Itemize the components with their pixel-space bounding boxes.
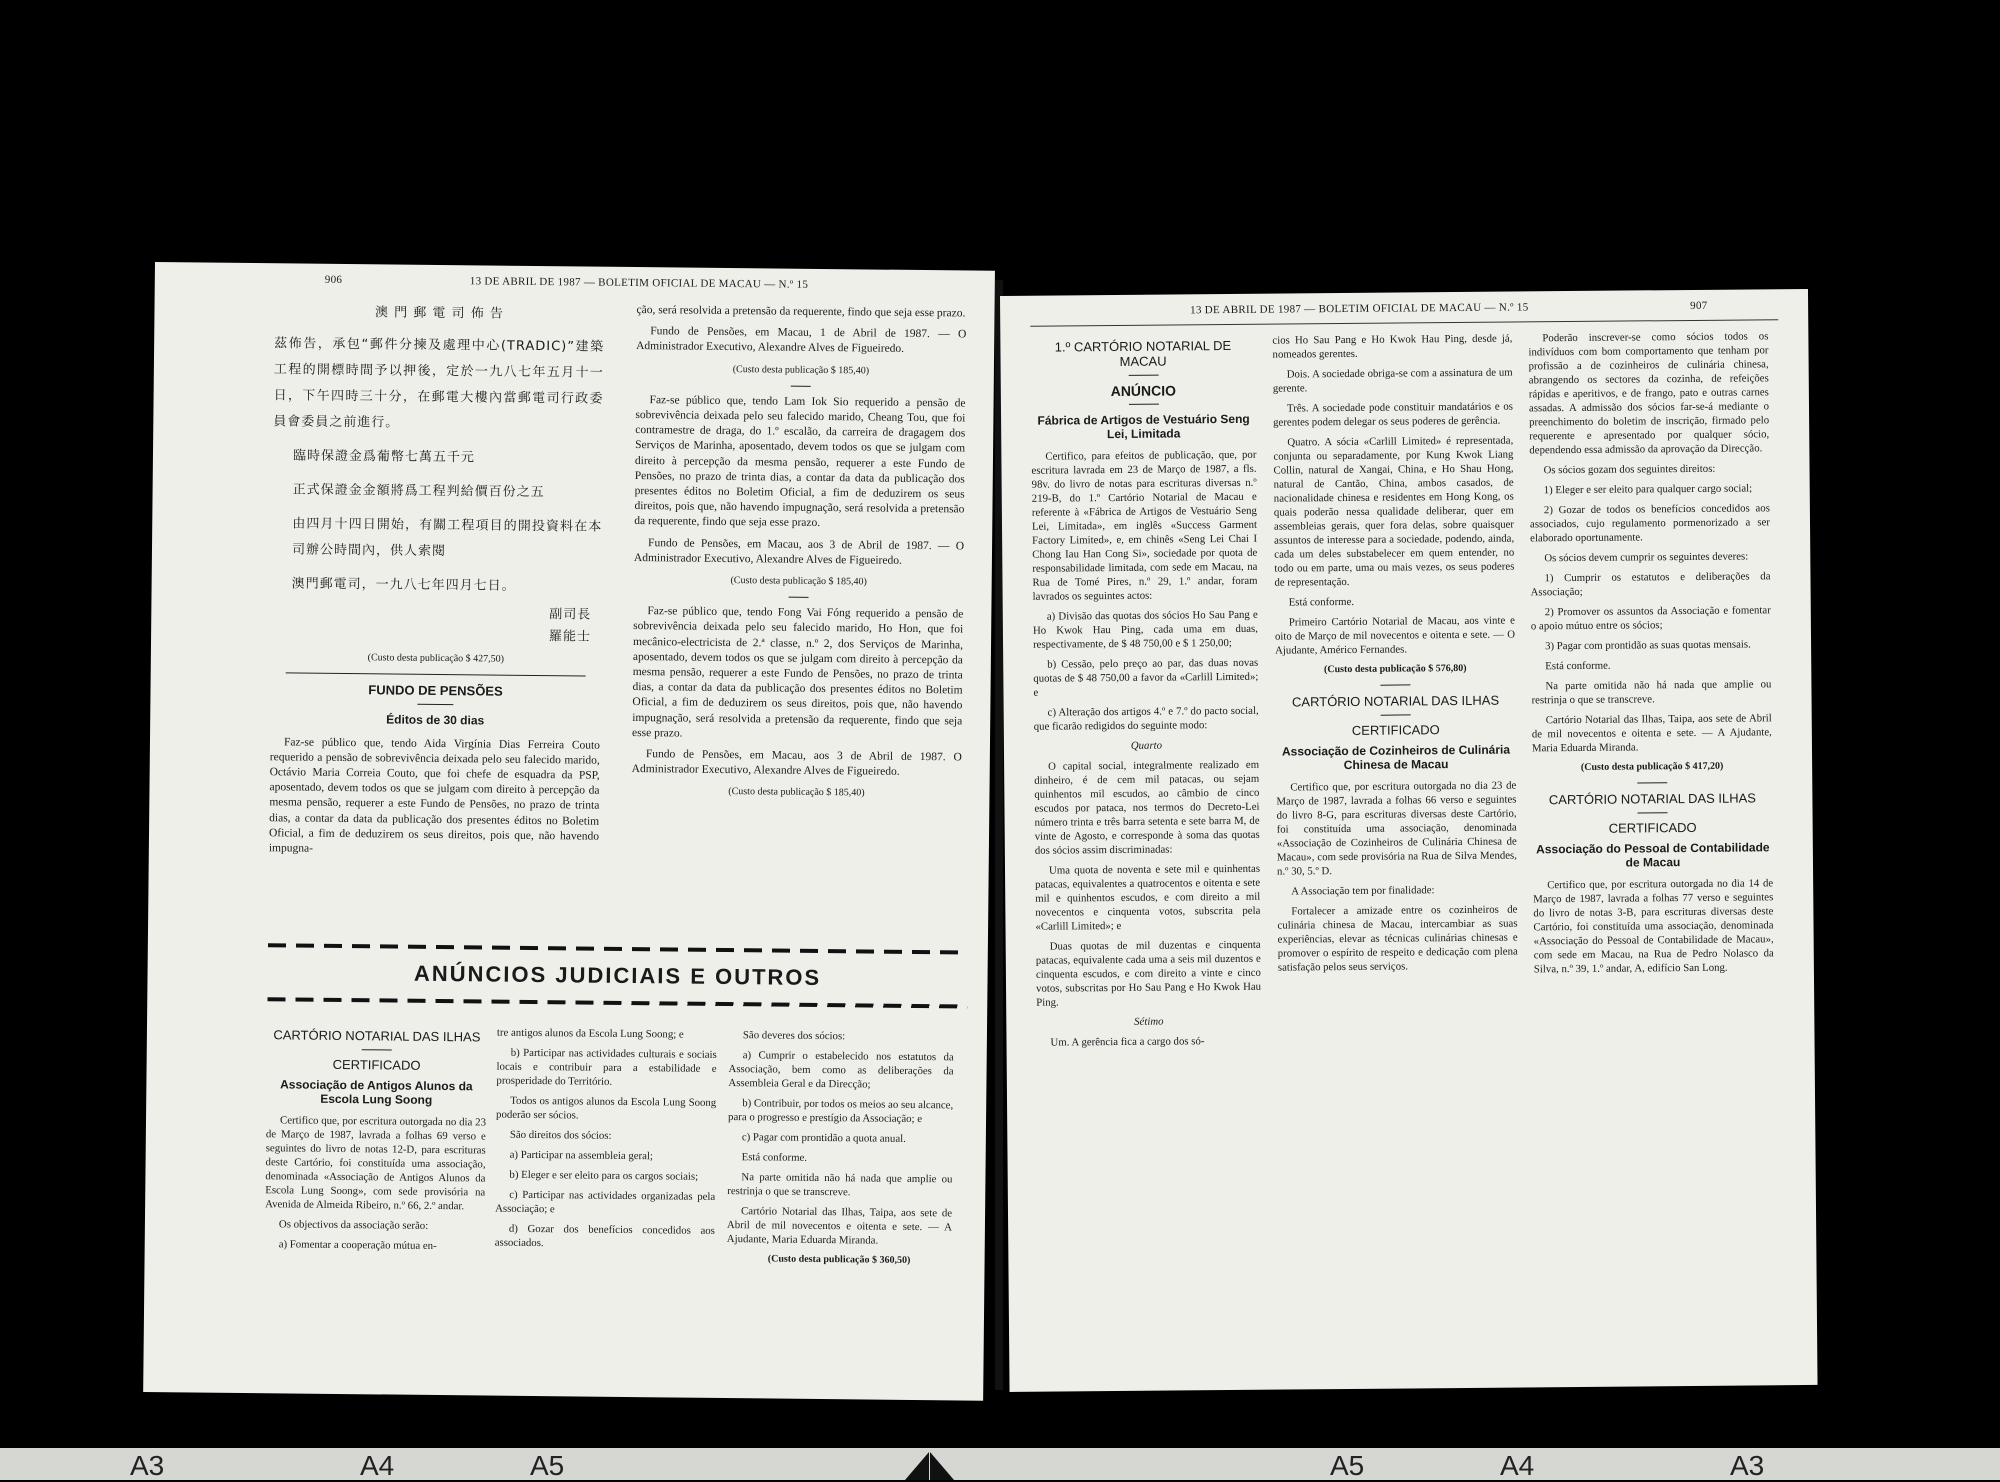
running-header: 13 DE ABRIL DE 1987 — BOLETIM OFICIAL DE MACAU — N.º 15	[469, 275, 809, 291]
cjk-notice-para: 臨時保證金爲葡幣七萬五千元	[292, 448, 476, 466]
association-name: Associação do Pessoal de Contabilidade de Macau	[1536, 840, 1770, 870]
banner-dash-bottom	[267, 997, 967, 1008]
notice-paragraph: a) Fomentar a cooperação mútua en-	[278, 1238, 437, 1253]
company-name: Fábrica de Artigos de Vestuário Seng Lei, Limitada	[1037, 411, 1250, 442]
left-bottom-col-2	[495, 1026, 717, 1258]
film-frame-mark: A5	[1330, 1450, 1365, 1481]
cjk-notice-date: 澳門郵電司，一九八七年四月七日。	[291, 576, 516, 594]
notice-paragraph: A Associação tem por finalidade:	[1291, 884, 1435, 898]
notice-paragraph: 1) Eleger e ser eleito para qualquer cargo social;	[1543, 482, 1753, 497]
section-rule	[286, 673, 586, 677]
right-col-3	[1528, 329, 1774, 982]
notice-paragraph: b) Contribuir, por todos os meios ao seu alcance, para o progresso e prestígio da Associação; e	[728, 1097, 954, 1126]
notice-signature: Cartório Notarial das Ilhas, Taipa, aos sete de Abril de mil novecentos e oitenta e sete. — A Ajudante, Maria Eduarda Miranda.	[726, 1205, 953, 1247]
running-header: 13 DE ABRIL DE 1987 — BOLETIM OFICIAL DE MACAU — N.º 15	[1190, 301, 1529, 317]
certificate-heading: CERTIFICADO	[1608, 819, 1697, 836]
notice-paragraph: a) Cumprir o estabelecido nos estatutos da Associação, bem como as deliberações da Assembleia Geral e da Direcção;	[728, 1049, 954, 1091]
notice-paragraph: Faz-se público que, tendo Fong Vai Fóng requerido a pensão de sobrevivência deixada pelo seu falecido marido, Ho Hon, que foi mecânico-electricista de 2.ª classe, n.º 2, dos Serviços de Marinha, aposentado, devem todos os que se julgam com direito à percepção da mesma pensão, requerer a este Fundo de Pensões, no prazo de trinta dias, a contar da data da publicação dos presentes éditos no Boletim Oficial, a fim de deduzirem os seus direitos, pois que, não havendo impugnação, será resolvida a pretensão da requerente, findo que seja esse prazo.	[632, 605, 964, 740]
notice-paragraph: Está conforme.	[741, 1151, 808, 1164]
title-rule	[417, 704, 453, 705]
notary-heading: CARTÓRIO NOTARIAL DAS ILHAS	[273, 1027, 481, 1045]
cjk-notice-para: 由四月十四日開始，有關工程項目的開投資料在本司辦公時間內，供人索閱	[291, 516, 603, 560]
certificate-heading: CERTIFICADO	[1351, 722, 1440, 738]
notice-paragraph: 1) Cumprir os estatutos e deliberações da Associação;	[1530, 570, 1771, 599]
left-bottom-col-1	[265, 1023, 487, 1259]
cjk-notice-title: 澳 門 郵 電 司 佈 告	[374, 305, 504, 322]
notice-paragraph: a) Participar na assembleia geral;	[509, 1148, 654, 1163]
notice-signature: Primeiro Cartório Notarial de Macau, aos vinte e oito de Março de mil novecentos e oitenta e sete. — O Ajudante, Américo Fernandes.	[1274, 614, 1516, 657]
notice-paragraph: Os objectivos da associação serão:	[278, 1218, 429, 1232]
title-rule	[1638, 812, 1668, 813]
notice-paragraph: Os sócios gozam dos seguintes direitos:	[1543, 462, 1716, 477]
association-name: Associação de Antigos Alunos da Escola Lung Soong	[280, 1077, 473, 1107]
title-rule	[1128, 375, 1158, 376]
notice-paragraph: a) Divisão das quotas dos sócios Ho Sau Pang e Ho Kwok Hau Ping, cada uma em duas, respectivamente, de $ 48 750,00 e $ 1 250,00;	[1032, 608, 1258, 651]
notary-heading: CARTÓRIO NOTARIAL DAS ILHAS	[1291, 692, 1500, 710]
notice-paragraph: Dois. A sociedade obriga-se com a assinatura de um gerente.	[1272, 366, 1513, 395]
notice-paragraph: cios Ho Sau Pang e Ho Kwok Hau Ping, desde já, nomeados gerentes.	[1272, 332, 1513, 361]
notice-paragraph: c) Alteração dos artigos 4.º e 7.º do pacto social, que ficarão redigidos do seguinte modo:	[1033, 704, 1259, 733]
notice-paragraph: b) Eleger e ser eleito para os cargos sociais;	[509, 1168, 699, 1183]
film-frame-mark: A5	[530, 1450, 565, 1481]
title-rule	[362, 1049, 392, 1050]
notice-paragraph: Quatro. A sócia «Carlill Limited» é representada, conjunta ou separadamente, por Kung Kwok Liang Collin, natural de Xangai, China, e Ho Shau Hong, natural de Cantão, China, ambos casados, de nacionalidade chinesa e residentes em Hong Kong, os quais poderão nessa qualidade deliberar, quer em assembleias gerais, quer fora delas, sobre quaisquer assuntos de interesse para a sociedade, podendo, ainda, cada um deles substabelecer em quem entender, no todo ou em parte, uma ou mais vezes, os seus poderes de representação.	[1273, 434, 1515, 589]
publication-cost: (Custo desta publicação $ 360,50)	[767, 1253, 911, 1266]
separator	[791, 385, 811, 386]
notice-paragraph: Faz-se público que, tendo Aida Virgínia Dias Ferreira Couto requerido a pensão de sobrevivência deixada pelo seu falecido marido, Octávio Maria Correia Couto, que foi chefe de esquadra da PSP, aposentado, devem todos os que se julgam com direito à percepção da mesma pensão, requerer a este Fundo de Pensões, no prazo de trinta dias, a contar da data da publicação dos presentes éditos no Boletim Oficial, a fim de deduzirem os seus direitos, pois que, não havendo impugna-	[268, 735, 601, 855]
title-rule	[1381, 714, 1411, 715]
right-page	[1000, 289, 1818, 1392]
notice-paragraph: Duas quotas de mil duzentas e cinquenta patacas, equivalente cada uma a seis mil duzentos e cinquenta escudos, e com direito a vinte e cinco votos, subscritas por Ho Sau Pang e Ho Kwok Hau Ping.	[1035, 938, 1262, 1009]
notice-signature: Fundo de Pensões, em Macau, aos 3 de Abril de 1987. — O Administrador Executivo, Alexandre Alves de Figueiredo.	[633, 536, 965, 567]
publication-cost: (Custo desta publicação $ 185,40)	[732, 363, 870, 377]
notice-paragraph: O capital social, integralmente realizado em dinheiro, é de cem mil patacas, ou sejam quinhentos mil escudos, ao câmbio de cinco escudos por pataca, nos termos do Decreto-Lei número trinta e três barra setenta e sete barra M, de vinte de Agosto, e corresponde à soma das quotas dos sócios assim discriminadas:	[1034, 758, 1260, 857]
title-rule	[1128, 404, 1158, 405]
film-frame-mark: A4	[360, 1450, 395, 1481]
film-frame-mark: A4	[1500, 1450, 1535, 1481]
notice-paragraph: Na parte omitida não há nada que amplie ou restrinja o que se transcreve.	[1531, 678, 1772, 707]
left-col-1	[269, 299, 605, 866]
publication-cost: (Custo desta publicação $ 576,80)	[1323, 662, 1467, 676]
notice-paragraph: Três. A sociedade pode constituir mandatários e os gerentes podem delegar os seus poderes de gerência.	[1273, 400, 1514, 429]
announcement-heading: ANÚNCIO	[1110, 382, 1177, 400]
left-col-2	[631, 303, 966, 810]
notice-signature: Fundo de Pensões, em Macau, 1 de Abril de 1987. — O Administrador Executivo, Alexandre Alves de Figueiredo.	[636, 325, 967, 356]
notice-paragraph: ção, será resolvida a pretensão da requerente, findo que seja esse prazo.	[636, 304, 966, 320]
right-col-1	[1030, 334, 1261, 1056]
notice-paragraph: Faz-se público que, tendo Lam Iok Sio requerido a pensão de sobrevivência deixada pelo seu falecido marido, Cheang Tou, que foi contramestre de draga, do 1.º escalão, da carreira de dragagem dos Serviços de Marinha, aposentado, devem todos os que se julgam com direito à percepção da mesma pensão, requerer a este Fundo de Pensões, no prazo de trinta dias, a contar da data da publicação dos presentes éditos no Boletim Oficial, a fim de deduzirem os seus direitos, pois que, não havendo impugnação, será resolvida a pretensão da requerente, findo que seja esse prazo.	[634, 393, 966, 530]
notice-signature: Cartório Notarial das Ilhas, Taipa, aos sete de Abril de mil novecentos e oitenta e sete. — A Ajudante, Maria Eduarda Miranda.	[1531, 712, 1772, 755]
film-strip	[0, 1448, 2000, 1480]
notice-paragraph: São direitos dos sócios:	[509, 1128, 612, 1142]
notice-paragraph: 2) Promover os assuntos da Associação e fomentar o apoio mútuo entre os sócios;	[1530, 604, 1771, 633]
cjk-signature-title: 副司長	[549, 607, 592, 623]
right-col-2	[1272, 332, 1518, 981]
cjk-signature-name: 羅能士	[549, 629, 592, 645]
article-heading: Sétimo	[1134, 1015, 1164, 1028]
film-frame-mark: A3	[1730, 1450, 1765, 1481]
notice-paragraph: d) Gozar dos benefícios concedidos aos associados.	[494, 1222, 715, 1250]
notice-paragraph: Está conforme.	[1545, 659, 1611, 673]
banner-dash-top	[268, 943, 968, 954]
notice-paragraph: c) Participar nas actividades organizadas pela Associação; e	[495, 1188, 716, 1216]
separator	[789, 597, 809, 598]
notice-signature: Fundo de Pensões, em Macau, aos 3 de Abril de 1987. O Administrador Executivo, Alexandre Alves de Figueiredo.	[631, 748, 962, 779]
notice-paragraph: Certifico que, por escritura outorgada no dia 14 de Março de 1987, lavrada a folhas 77 verso e seguintes do livro de notas 3-B, para escrituras diversas deste Cartório, foi constituída uma associação, denominada «Associação do Pessoal de Contabilidade de Macau», com sede em Macau, na Rua de Pedro Nolasco da Silva, n.º 39, 1.º andar, A, edifício San Long.	[1533, 877, 1774, 976]
editos-heading: Éditos de 30 dias	[386, 712, 485, 728]
notice-paragraph: c) Pagar com prontidão a quota anual.	[741, 1131, 906, 1145]
publication-cost: (Custo desta publicação $ 427,50)	[367, 652, 505, 665]
notice-paragraph: tre antigos alunos da Escola Lung Soong; e	[496, 1026, 684, 1041]
separator	[1637, 782, 1667, 783]
publication-cost: (Custo desta publicação $ 185,40)	[730, 575, 867, 588]
notice-paragraph: Um. A gerência fica a cargo dos só-	[1050, 1035, 1205, 1049]
publication-cost: (Custo desta publicação $ 417,20)	[1580, 760, 1724, 773]
notary-heading: CARTÓRIO NOTARIAL DAS ILHAS	[1548, 790, 1757, 808]
notice-paragraph: Poderão inscrever-se como sócios todos os indivíduos com bom comportamento que tenham por profissão a de cozinheiros de culinária chinesa, abrangendo os sectores da cozinha, de refeições rápidas e aperitivos, e de frango, pato e outras carnes assadas. A admissão dos sócios far-se-á mediante o preenchimento do boletim de inscrição, firmado pelo requerente e apresentado por qualquer sócio, dependendo essa admissão da aprovação da Direcção.	[1528, 330, 1770, 457]
notice-paragraph: Está conforme.	[1288, 595, 1355, 609]
separator	[1380, 684, 1410, 685]
association-name: Associação de Cozinheiros de Culinária Chinesa de Macau	[1281, 742, 1511, 773]
notice-paragraph: b) Cessão, pelo preço ao par, das duas novas quotas de $ 48 750,00 a favor da «Carlill Limited»; e	[1033, 656, 1259, 699]
cjk-notice-para: 茲佈告，承包“郵件分揀及處理中心(TRADIC)”建築工程的開標時間予以押後，定於一九八七年五月十一日，下午四時三十分，在郵電大樓內當郵電司行政委員會委員之前進行。	[273, 336, 605, 431]
notice-paragraph: Certifico, para efeitos de publicação, que, por escritura lavrada em 23 de Março de 1987, a fls. 98v. do livro de notas para escrituras diversas n.º 219-B, do 1.º Cartório Notarial de Macau e referente à «Fábrica de Artigos de Vestuário Seng Lei, Limitada», em inglês «Success Garment Factory Limited», e, em chinês «Seng Lei Chai I Chong Iau Han Cong Si», sociedade por quota de responsabilidade limitada, com sede em Macau, na Rua de Tomé Pires, n.º 29, 1.º andar, foram lavrados os seguintes actos:	[1031, 448, 1258, 603]
banner-title: ANÚNCIOS JUDICIAIS E OUTROS	[413, 960, 822, 991]
left-bottom-col-3	[726, 1028, 954, 1276]
notice-paragraph: Fortalecer a amizade entre os cozinheiros de culinária chinesa de Macau, intercambiar as suas experiências, elevar as técnicas culinárias chinesas e promover o espírito de respeito e dedicação com plena satisfação pelos seus serviços.	[1277, 903, 1518, 974]
left-page	[143, 262, 995, 1401]
notice-paragraph: São deveres dos sócios:	[742, 1029, 846, 1043]
page-number: 907	[1690, 299, 1708, 312]
left-page-header	[155, 272, 995, 299]
page-number: 906	[324, 273, 343, 286]
article-heading: Quarto	[1130, 739, 1163, 752]
notice-paragraph: Certifico que, por escritura outorgada no dia 23 de Março de 1987, lavrada a folhas 66 verso e seguintes do livro 8-G, para escrituras diversas deste Cartório, foi constituída uma associação, denominada «Associação de Cozinheiros de Culinária Chinesa de Macau», com sede provisória na Rua de Silva Mendes, n.º 30, 5.º D.	[1276, 779, 1517, 878]
certificate-heading: CERTIFICADO	[332, 1056, 421, 1073]
judicial-ads-banner	[267, 943, 968, 1022]
notary-heading: 1.º CARTÓRIO NOTARIAL DE MACAU	[1054, 337, 1232, 369]
notice-paragraph: 3) Pagar com prontidão as suas quotas mensais.	[1545, 638, 1751, 653]
publication-cost: (Custo desta publicação $ 185,40)	[728, 786, 865, 799]
notice-paragraph: Uma quota de noventa e sete mil e quinhentas patacas, equivalentes a quatrocentos e oitenta e sete mil e quinhentos escudos, e com direito a mil novecentos e cinquenta votos, subscrita pela «Carlill Limited»; e	[1035, 862, 1261, 933]
film-frame-mark: A3	[130, 1450, 165, 1481]
notice-paragraph: b) Participar nas actividades culturais e sociais locais e contribuir para a estabilidade e prosperidade do Território.	[496, 1046, 717, 1088]
notice-paragraph: Na parte omitida não há nada que amplie ou restrinja o que se transcreve.	[727, 1171, 953, 1199]
fund-title: FUNDO DE PENSÕES	[368, 682, 503, 699]
notice-paragraph: Certifico que, por escritura outorgada no dia 23 de Março de 1987, lavrada a folhas 69 verso e seguintes do livro de notas 12-D, para escrituras deste Cartório, foi constituída uma associação, denominada «Associação de Antigos Alunos da Escola Lung Soong», com sede provisória na Avenida de Almeida Ribeiro, n.º 66, 2.º andar.	[265, 1114, 487, 1213]
notice-paragraph: Todos os antigos alunos da Escola Lung Soong poderão ser sócios.	[496, 1094, 717, 1122]
notice-paragraph: Os sócios devem cumprir os seguintes deveres:	[1544, 550, 1749, 565]
cjk-notice-para: 正式保證金金額將爲工程判給價百份之五	[292, 482, 545, 501]
notice-paragraph: 2) Gozar de todos os benefícios concedidos aos associados, cujo regulamento pormenorizado a ser elaborado oportunamente.	[1529, 502, 1771, 545]
